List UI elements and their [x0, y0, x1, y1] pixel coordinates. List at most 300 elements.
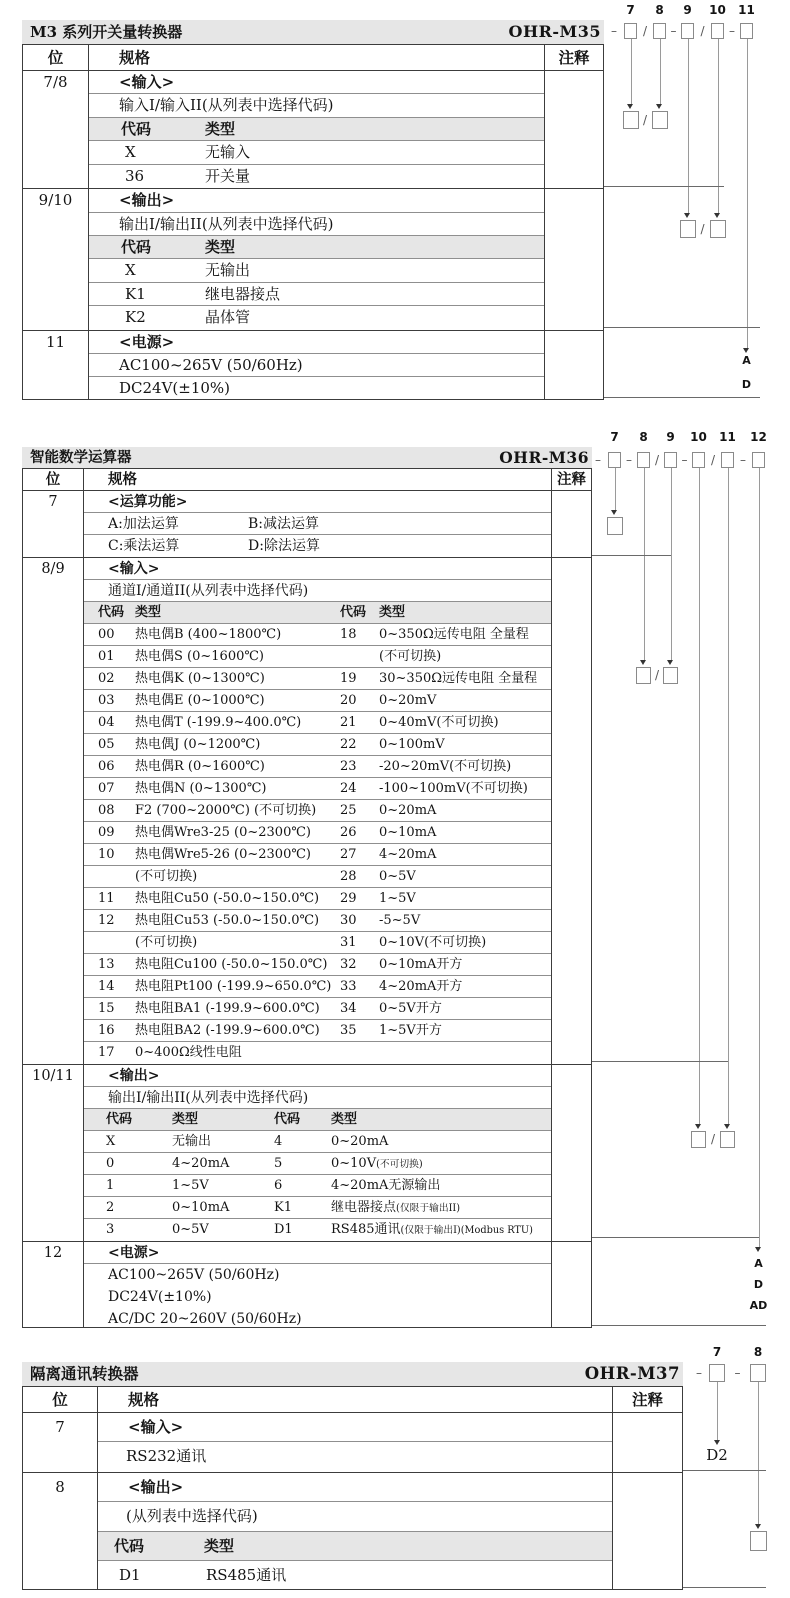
power-code-letter: AD	[749, 1299, 768, 1312]
code-value: 22	[340, 737, 357, 752]
spec-group	[23, 1413, 682, 1473]
code-value: 10	[98, 847, 115, 862]
position-number: 8	[639, 430, 648, 444]
target-code-box	[750, 1531, 767, 1551]
spec-label: <输出>	[108, 1068, 160, 1084]
code-row	[84, 998, 551, 1020]
type-value: 0~40mV(不可切换)	[379, 715, 499, 730]
connector-line	[660, 39, 661, 104]
boundary-extension-line	[592, 1061, 728, 1062]
type-value: 0~10V(不可切换)	[331, 1156, 423, 1171]
code-box	[637, 452, 650, 468]
col-header-note: 注释	[551, 469, 591, 490]
spec-rows	[89, 71, 544, 188]
code-row	[84, 976, 551, 998]
type-value: 1~5V开方	[379, 1023, 442, 1038]
spec-label: <输出>	[128, 1477, 184, 1496]
code-row	[84, 822, 551, 844]
spec-rows	[98, 1473, 612, 1591]
model-number: OHR-M35	[508, 22, 601, 41]
type-note: (不可切换)	[376, 1159, 423, 1170]
connector-line	[615, 468, 616, 510]
code-row	[84, 1219, 551, 1241]
type-value: 4~20mA	[172, 1156, 230, 1171]
arrow-down-icon	[627, 104, 633, 109]
target-code-box	[636, 667, 651, 684]
code-box	[721, 452, 734, 468]
position-number: 9	[666, 430, 675, 444]
col-header-spec-label: 规格	[119, 48, 151, 67]
code-box	[681, 23, 694, 39]
code-row	[84, 1131, 551, 1153]
position-label: 9/10	[23, 189, 89, 330]
type-value: 0~5V开方	[379, 1001, 442, 1016]
code-value: 05	[98, 737, 115, 752]
code-col-header: 代码	[98, 605, 125, 620]
spec-group	[23, 558, 591, 1065]
dash-glyph: –	[626, 453, 632, 467]
boundary-extension-line	[683, 1587, 766, 1588]
type-col-header: 类型	[172, 1112, 199, 1127]
type-value: 开关量	[205, 166, 251, 185]
type-value: 热电阻Cu100 (-50.0~150.0℃)	[135, 957, 328, 972]
col-header-pos: 位	[23, 1387, 98, 1412]
power-code-letter: D	[741, 378, 752, 391]
target-code-box	[623, 111, 639, 129]
option-a: A:加法运算	[108, 516, 179, 532]
arrow-down-icon	[755, 1247, 761, 1252]
code-value: 3	[106, 1222, 115, 1237]
boundary-extension-line	[604, 397, 760, 398]
spec-text-row	[89, 354, 544, 377]
spec-text: (从列表中选择代码)	[126, 1507, 258, 1526]
code-value: 32	[340, 957, 357, 972]
spec-label: <输入>	[108, 561, 160, 577]
spec-rows	[84, 491, 551, 557]
spec-group	[23, 331, 603, 400]
code-row	[84, 800, 551, 822]
spec-label-row	[98, 1413, 612, 1442]
type-value: 热电偶N (0~1300℃)	[135, 781, 267, 796]
type-value: 0~5V	[379, 869, 416, 884]
code-row	[84, 954, 551, 976]
note-cell	[551, 558, 591, 1064]
section-title-bar	[22, 20, 604, 44]
col-header-spec	[89, 45, 544, 70]
code-header-row	[84, 602, 551, 624]
type-value: 1~5V	[379, 891, 416, 906]
code-value: 23	[340, 759, 357, 774]
code-col-header: 代码	[106, 1112, 133, 1127]
spec-text: 输出I/输出II(从列表中选择代码)	[119, 214, 334, 233]
code-header-row	[89, 236, 544, 259]
spec-text: 输出I/输出II(从列表中选择代码)	[108, 1090, 309, 1106]
spec-rows	[84, 558, 551, 1064]
code-value: 11	[98, 891, 115, 906]
arrow-down-icon	[611, 510, 617, 515]
spec-label: <电源>	[119, 332, 175, 351]
code-value: X	[125, 261, 136, 280]
arrow-down-icon	[667, 660, 673, 665]
note-cell	[544, 331, 603, 400]
code-row	[84, 866, 551, 888]
code-value: 25	[340, 803, 357, 818]
connector-line	[728, 468, 729, 1124]
arrow-down-icon	[656, 104, 662, 109]
connector-line	[699, 468, 700, 1124]
code-value: K1	[274, 1200, 292, 1215]
col-header-spec-label: 规格	[128, 1390, 160, 1409]
type-value: 热电偶T (-199.9~400.0℃)	[135, 715, 302, 730]
code-row	[84, 646, 551, 668]
option-b: B:减法运算	[248, 516, 320, 532]
position-number: 11	[738, 3, 755, 17]
power-code-letter: A	[754, 1257, 763, 1270]
code-value: 02	[98, 671, 115, 686]
type-value: 0~20mA	[331, 1134, 389, 1149]
position-label: 8/9	[23, 558, 84, 1064]
code-value: 00	[98, 627, 115, 642]
type-value: 热电阻Cu53 (-50.0~150.0℃)	[135, 913, 320, 928]
spec-rows	[98, 1413, 612, 1472]
code-row	[89, 283, 544, 306]
code-value: 15	[98, 1001, 115, 1016]
code-value: X	[125, 143, 136, 162]
code-value: 2	[106, 1200, 115, 1215]
note-cell	[551, 1242, 591, 1328]
dash-glyph: –	[740, 453, 746, 467]
connector-line	[747, 39, 748, 348]
boundary-extension-line	[604, 327, 760, 328]
code-value: 33	[340, 979, 357, 994]
spec-label-row	[84, 558, 551, 580]
slash-glyph: /	[654, 668, 660, 682]
target-code-box	[691, 1131, 706, 1148]
type-value: RS485通讯	[206, 1565, 287, 1584]
slash-glyph: /	[654, 453, 660, 467]
target-code-box	[652, 111, 668, 129]
type-value: 0~400Ω线性电阻	[135, 1045, 242, 1060]
code-value: 24	[340, 781, 357, 796]
spec-group	[23, 1473, 682, 1591]
spec-table	[22, 468, 592, 1328]
model-number: OHR-M36	[499, 448, 589, 467]
code-row	[84, 756, 551, 778]
type-note: (仅限于输出I)(Modbus RTU)	[400, 1225, 533, 1236]
spec-label-row	[84, 1065, 551, 1087]
spec-label-row	[89, 71, 544, 94]
type-col-header: 类型	[205, 119, 236, 138]
spec-rows	[84, 1242, 551, 1328]
spec-text-row	[89, 94, 544, 117]
spec-text-row	[98, 1502, 612, 1531]
position-label: 12	[23, 1242, 84, 1328]
section-title: M3 系列开关量转换器	[30, 23, 183, 41]
dash-glyph: –	[696, 1366, 702, 1380]
type-value: 0~10V(不可切换)	[379, 935, 487, 950]
code-box	[740, 23, 753, 39]
boundary-extension-line	[604, 186, 724, 187]
code-row	[84, 1153, 551, 1175]
type-value: F2 (700~2000℃) (不可切换)	[135, 803, 317, 818]
spec-text-row	[84, 1264, 551, 1286]
dash-glyph: –	[729, 24, 735, 38]
boundary-extension-line	[592, 1237, 759, 1238]
type-value: 无输入	[205, 143, 251, 162]
type-value: 热电偶Wre5-26 (0~2300℃)	[135, 847, 311, 862]
code-header-row	[84, 1109, 551, 1131]
spec-text: RS232通讯	[126, 1447, 207, 1466]
spec-label: <电源>	[108, 1245, 160, 1261]
code-value: 21	[340, 715, 357, 730]
spec-text-row	[84, 580, 551, 602]
spec-text-row	[98, 1442, 612, 1471]
code-value: 34	[340, 1001, 357, 1016]
section-title-bar	[22, 447, 592, 468]
code-value: X	[106, 1134, 116, 1149]
code-box	[653, 23, 666, 39]
spec-group	[23, 491, 591, 558]
option-pair-row	[84, 535, 551, 557]
code-value: 13	[98, 957, 115, 972]
code-value: 26	[340, 825, 357, 840]
code-row	[84, 910, 551, 932]
code-row	[84, 1175, 551, 1197]
code-value: 09	[98, 825, 115, 840]
position-number: 12	[750, 430, 767, 444]
boundary-extension-line	[683, 1470, 766, 1471]
code-header-row	[89, 118, 544, 141]
spec-rows	[89, 331, 544, 400]
power-code-letter: A	[742, 354, 751, 367]
section-title: 智能数学运算器	[30, 449, 132, 466]
type-value: -5~5V	[379, 913, 421, 928]
note-cell	[544, 71, 603, 188]
dash-glyph: –	[611, 24, 617, 38]
connector-line	[671, 468, 672, 660]
type-value: 热电阻Pt100 (-199.9~650.0℃)	[135, 979, 332, 994]
code-value: 35	[340, 1023, 357, 1038]
spec-group	[23, 1242, 591, 1328]
type-value: RS485通讯(仅限于输出I)(Modbus RTU)	[331, 1222, 533, 1237]
target-code-box	[720, 1131, 735, 1148]
code-header-row	[98, 1532, 612, 1561]
connector-line	[717, 1382, 718, 1440]
position-label: 10/11	[23, 1065, 84, 1241]
spec-text-row	[89, 213, 544, 236]
spec-label-row	[84, 491, 551, 513]
code-row	[84, 888, 551, 910]
spec-label: <输出>	[119, 191, 175, 210]
target-code-box	[607, 517, 623, 535]
type-col-header: 类型	[331, 1112, 358, 1127]
position-number: 10	[709, 3, 726, 17]
code-row	[84, 1042, 551, 1064]
type-value: 热电偶E (0~1000℃)	[135, 693, 265, 708]
code-col-header: 代码	[340, 605, 367, 620]
code-box	[664, 452, 677, 468]
type-value: -20~20mV(不可切换)	[379, 759, 512, 774]
spec-rows	[89, 189, 544, 330]
position-label: 8	[23, 1473, 98, 1591]
type-value: -100~100mV(不可切换)	[379, 781, 528, 796]
code-value: 16	[98, 1023, 115, 1038]
type-value: 0~20mA	[379, 803, 437, 818]
type-value: 热电阻BA2 (-199.9~600.0℃)	[135, 1023, 320, 1038]
code-value: 5	[274, 1156, 283, 1171]
position-number: 7	[712, 1345, 722, 1359]
spec-group	[23, 189, 603, 331]
position-number: 7	[610, 430, 619, 444]
code-value: 12	[98, 913, 115, 928]
spec-text-row	[84, 1087, 551, 1109]
position-number: 8	[753, 1345, 763, 1359]
code-row	[84, 1020, 551, 1042]
type-value: 热电偶S (0~1600℃)	[135, 649, 264, 664]
type-value: (不可切换)	[135, 869, 198, 884]
code-value: D1	[119, 1565, 141, 1584]
code-value: 04	[98, 715, 115, 730]
type-value: 0~10mA	[172, 1200, 230, 1215]
code-value: 06	[98, 759, 115, 774]
code-row	[84, 668, 551, 690]
arrow-down-icon	[640, 660, 646, 665]
connector-line	[644, 468, 645, 660]
code-value: K2	[125, 308, 146, 327]
slash-glyph: /	[642, 113, 648, 127]
power-code-letter: D	[753, 1278, 764, 1291]
code-row	[84, 778, 551, 800]
spec-label: <输入>	[119, 73, 175, 91]
arrow-down-icon	[743, 348, 749, 353]
code-value: 4	[274, 1134, 283, 1149]
type-value: 继电器接点	[205, 284, 281, 303]
type-value: 热电阻BA1 (-199.9~600.0℃)	[135, 1001, 320, 1016]
code-row	[84, 932, 551, 954]
position-label: 11	[23, 331, 89, 400]
type-value: 0~10mA	[379, 825, 437, 840]
spec-label: <输入>	[128, 1418, 184, 1436]
slash-glyph: /	[710, 453, 716, 467]
type-value: 0~5V	[172, 1222, 209, 1237]
type-value: 0~350Ω远传电阻 全量程	[379, 627, 529, 642]
spec-label-row	[89, 331, 544, 354]
type-value: 1~5V	[172, 1178, 209, 1193]
code-value: 27	[340, 847, 357, 862]
table-header	[23, 45, 603, 71]
dash-glyph: –	[734, 1366, 741, 1380]
code-box	[752, 452, 765, 468]
code-row	[84, 734, 551, 756]
code-row	[89, 306, 544, 329]
code-col-header: 代码	[274, 1112, 301, 1127]
spec-text-row	[84, 1286, 551, 1308]
code-row	[89, 259, 544, 282]
position-label: 7	[23, 491, 84, 557]
col-header-spec	[84, 469, 551, 490]
code-value: 01	[98, 649, 115, 664]
note-cell	[551, 491, 591, 557]
arrow-down-icon	[714, 213, 720, 218]
spec-label: <运算功能>	[108, 494, 188, 510]
spec-label-row	[84, 1242, 551, 1264]
target-code-box	[680, 220, 696, 238]
type-col-header: 类型	[379, 605, 406, 620]
code-row	[84, 1197, 551, 1219]
code-col-header: 代码	[114, 1536, 145, 1555]
spec-text-row	[84, 1308, 551, 1328]
code-box	[692, 452, 705, 468]
code-value: 29	[340, 891, 357, 906]
type-value: 无输出	[172, 1134, 212, 1149]
spec-text: DC24V(±10%)	[119, 379, 231, 398]
code-value: 20	[340, 693, 357, 708]
col-header-spec-label: 规格	[108, 471, 137, 488]
type-value: 4~20mA开方	[379, 979, 463, 994]
code-box	[750, 1364, 766, 1382]
slash-glyph: /	[700, 222, 705, 236]
option-a: C:乘法运算	[108, 538, 180, 554]
position-number: 10	[690, 430, 707, 444]
col-header-pos: 位	[23, 469, 84, 490]
diagram-code-text: D2	[706, 1446, 728, 1464]
code-value: D1	[274, 1222, 293, 1237]
model-number: OHR-M37	[584, 1364, 680, 1383]
code-row	[89, 141, 544, 164]
code-value: 28	[340, 869, 357, 884]
type-value: 热电偶Wre3-25 (0~2300℃)	[135, 825, 311, 840]
col-header-note: 注释	[544, 45, 603, 70]
type-value: 热电偶K (0~1300℃)	[135, 671, 265, 686]
code-value: 31	[340, 935, 357, 950]
code-value: 18	[340, 627, 357, 642]
code-row	[84, 712, 551, 734]
code-row	[98, 1561, 612, 1590]
type-value: 热电偶R (0~1600℃)	[135, 759, 265, 774]
position-number: 9	[683, 3, 692, 17]
type-value: 无输出	[205, 261, 251, 280]
spec-text-row	[89, 377, 544, 400]
spec-label-row	[89, 189, 544, 212]
type-value: (不可切换)	[135, 935, 198, 950]
position-number: 7	[626, 3, 635, 17]
arrow-down-icon	[684, 213, 690, 218]
type-value: 继电器接点(仅限于输出II)	[331, 1200, 461, 1215]
type-value: 0~10mA开方	[379, 957, 463, 972]
option-pair-row	[84, 513, 551, 535]
dash-glyph: –	[595, 453, 601, 467]
type-col-header: 类型	[135, 605, 162, 620]
code-value: 19	[340, 671, 357, 686]
code-value: 1	[106, 1178, 115, 1193]
dash-glyph: –	[670, 24, 677, 38]
type-col-header: 类型	[205, 237, 236, 256]
section-title: 隔离通讯转换器	[30, 1364, 139, 1383]
code-value: 6	[274, 1178, 283, 1193]
arrow-down-icon	[695, 1124, 701, 1129]
type-value: (不可切换)	[379, 649, 442, 664]
code-box	[624, 23, 637, 39]
target-code-box	[710, 220, 726, 238]
target-code-box	[663, 667, 678, 684]
spec-table	[22, 1386, 683, 1590]
spec-table	[22, 44, 604, 400]
code-value: 07	[98, 781, 115, 796]
note-cell	[612, 1413, 682, 1472]
arrow-down-icon	[724, 1124, 730, 1129]
position-label: 7/8	[23, 71, 89, 188]
spec-text: 通道I/通道II(从列表中选择代码)	[108, 583, 309, 599]
